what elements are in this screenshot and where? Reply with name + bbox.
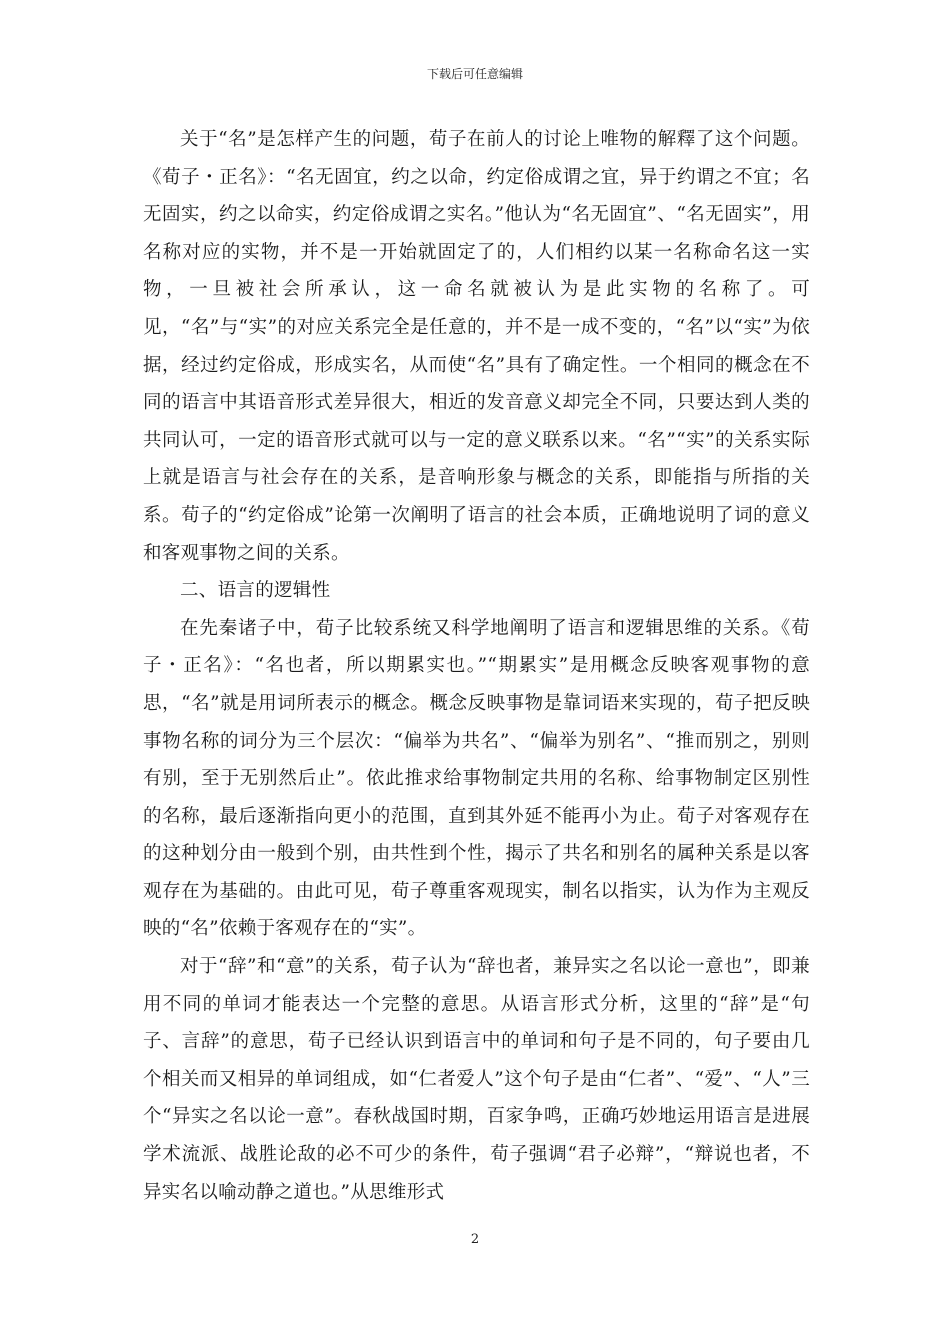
- section-heading-logic: 二、语言的逻辑性: [180, 580, 331, 602]
- paragraph-language-logic: 在先秦诸子中，荀子比较系统又科学地阐明了语言和逻辑思维的关系。《荀子・正名》：“名也者，所以期累实也。”“期累实”是用概念反映客观事物的意思，“名”就是用词所表示的概念。概念反映事物是靠词语来实现的，荀子把反映事物名称的词分为三个层次：“偏举为共名”、“偏举为别名”、“推而别之，别则有别，至于无别然后止”。依此推求给事物制定共用的名称、给事物制定区别性的名称，最后逐渐指向更小的范围，直到其外延不能再小为止。荀子对客观存在的这种划分由一般到个别，由共性到个性，揭示了共名和别名的属种关系是以客观存在为基础的。由此可见，荀子尊重客观现实，制名以指实，认为作为主观反映的“名”依赖于客观存在的“实”。: [143, 617, 810, 940]
- paragraph-ci-yi: 对于“辞”和“意”的关系，荀子认为“辞也者，兼异实之名以论一意也”，即兼用不同的单词才能表达一个完整的意思。从语言形式分析，这里的“辞”是“句子、言辞”的意思，荀子已经认识到语言中的单词和句子是不同的，句子要由几个相关而又相异的单词组成，如“仁者爱人”这个句子是由“仁者”、“爱”、“人”三个“异实之名以论一意”。春秋战国时期，百家争鸣，正确巧妙地运用语言是进展学术流派、战胜论敌的必不可少的条件，荀子强调“君子必辩”，“辩说也者，不异实名以喻动静之道也。”从思维形式: [143, 956, 810, 1203]
- page-header: 下载后可任意编辑: [426, 67, 523, 81]
- page-number: 2: [470, 1232, 480, 1247]
- paragraph-name-origin: 关于“名”是怎样产生的问题，荀子在前人的讨论上唯物的解釋了这个问题。《荀子・正名》：“名无固宜，约之以命，约定俗成谓之宜，异于约谓之不宜；名无固实，约之以命实，约定俗成谓之实名。”他认为“名无固宜”、“名无固实”，用名称对应的实物，并不是一开始就固定了的，人们相约以某一名称命名这一实物，一旦被社会所承认，这一命名就被认为是此实物的名称了。可见，“名”与“实”的对应关系完全是任意的，并不是一成不变的，“名”以“实”为依据，经过约定俗成，形成实名，从而使“名”具有了确定性。一个相同的概念在不同的语言中其语音形式差异很大，相近的发音意义却完全不同，只要达到人类的共同认可，一定的语音形式就可以与一定的意义联系以来。“名”“实”的关系实际上就是语言与社会存在的关系，是音响形象与概念的关系，即能指与所指的关系。荀子的“约定俗成”论第一次阐明了语言的社会本质，正确地说明了词的意义和客观事物之间的关系。: [143, 129, 810, 564]
- document-body: [143, 121, 810, 1211]
